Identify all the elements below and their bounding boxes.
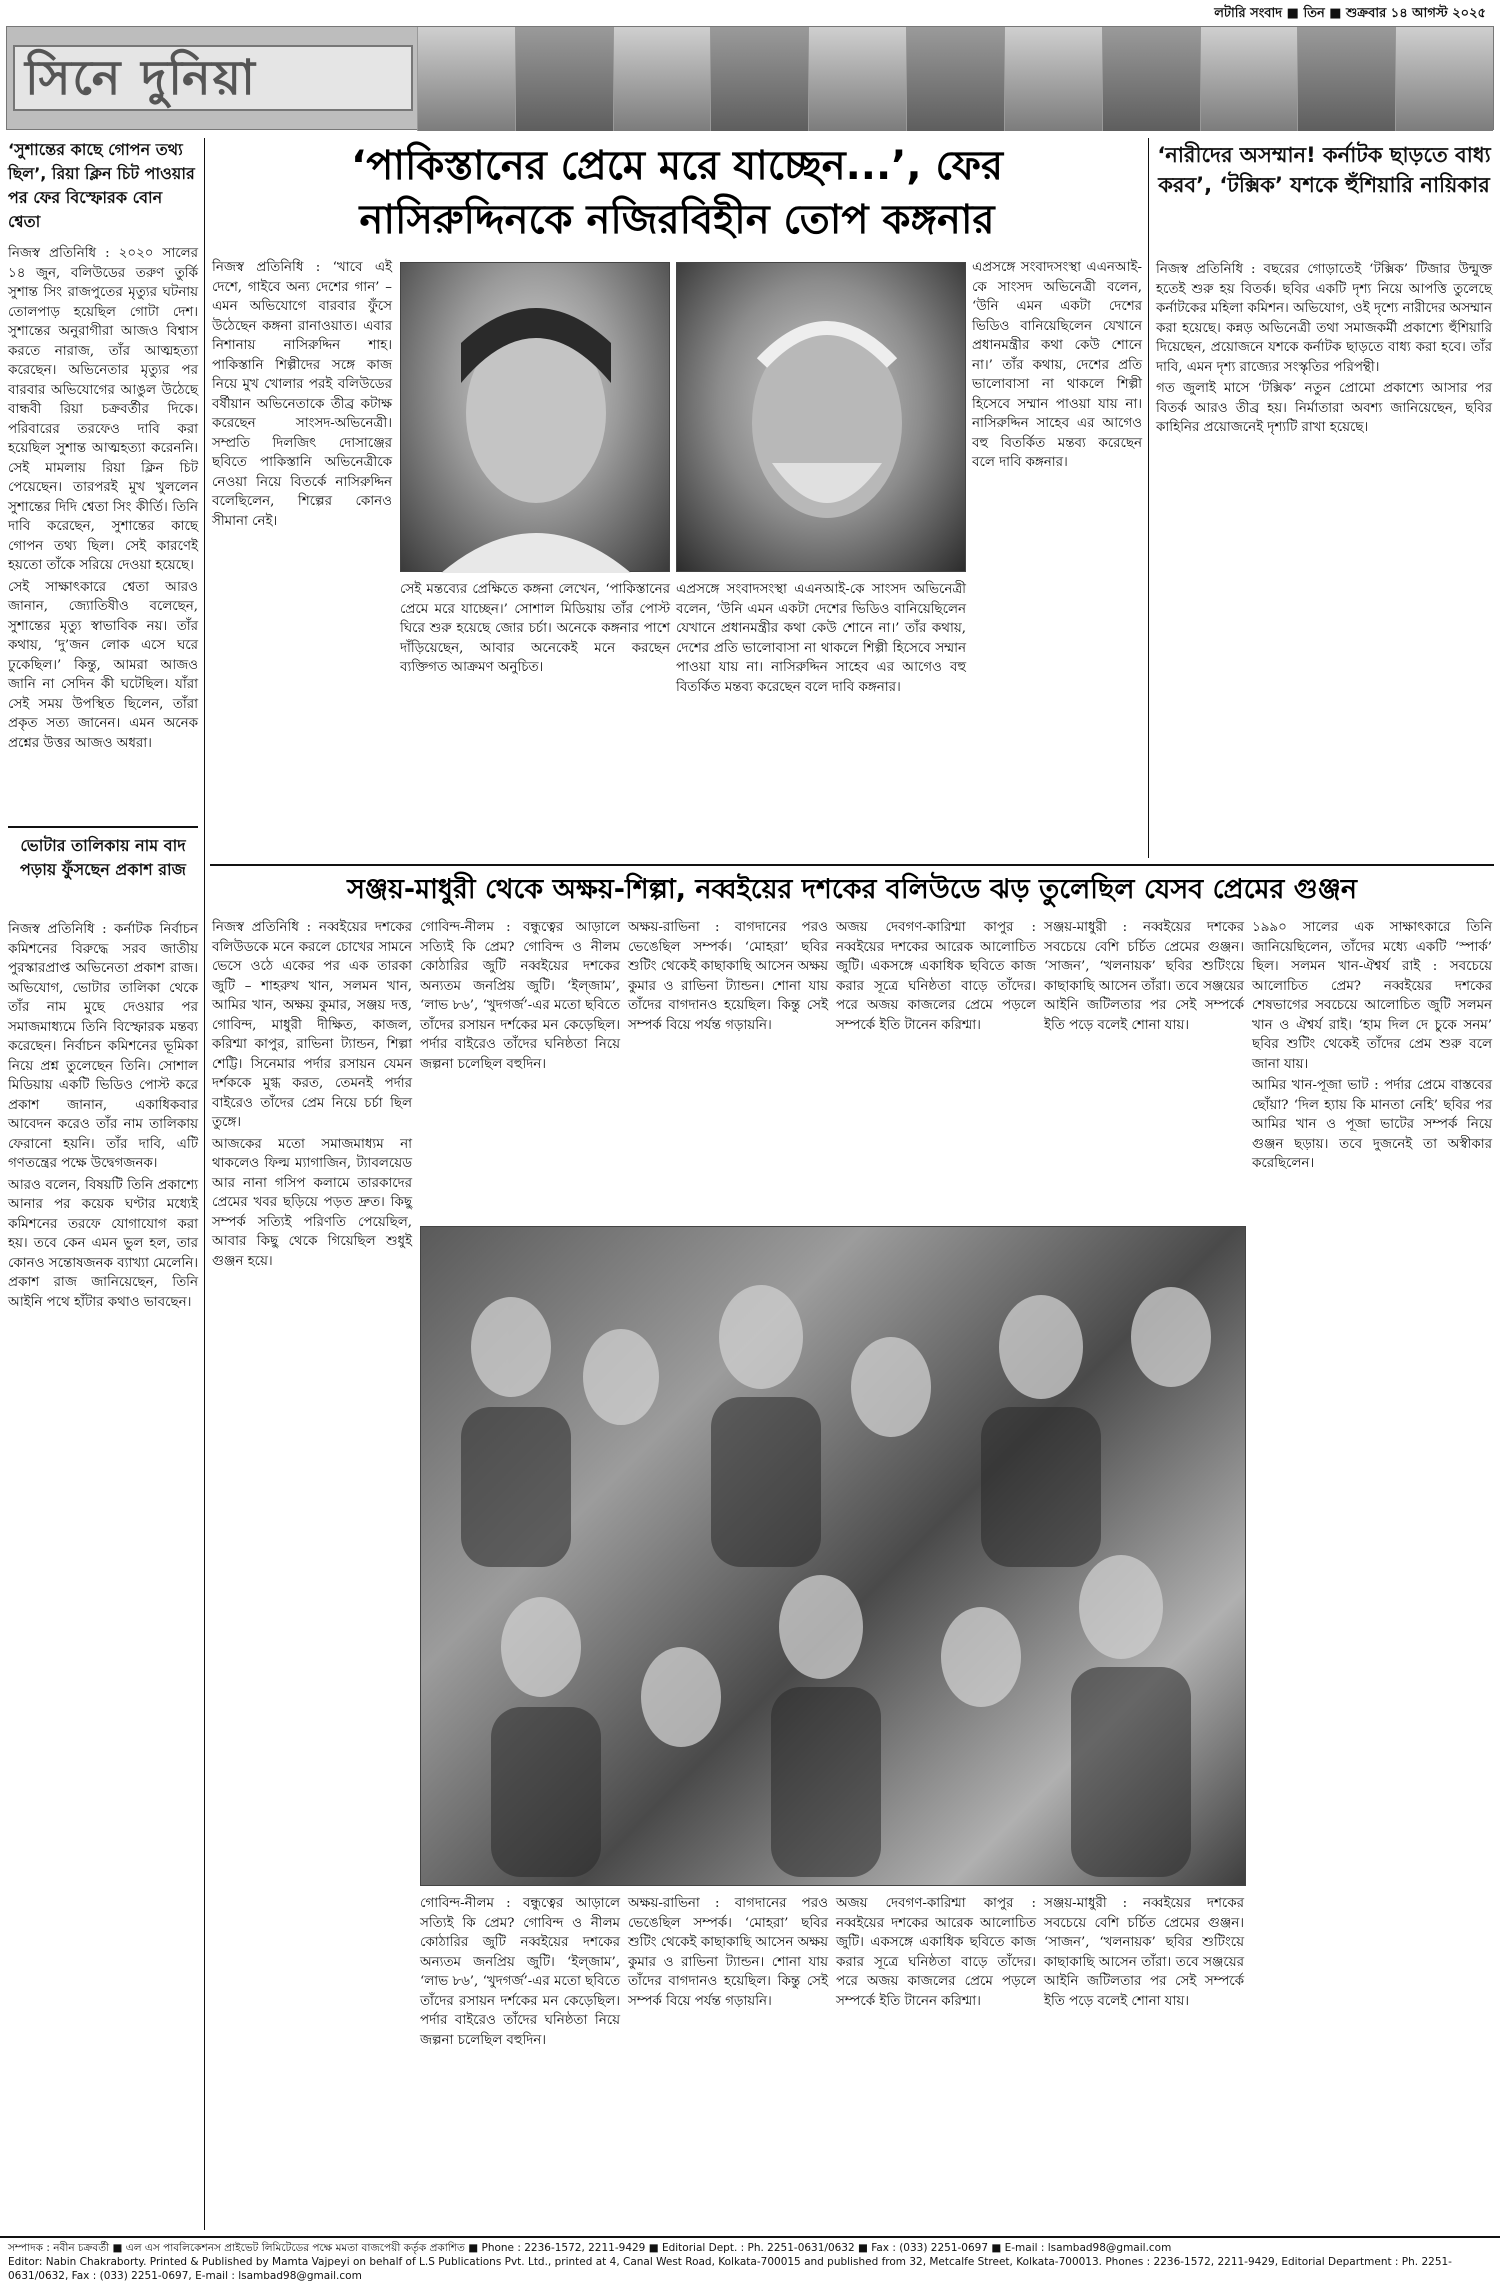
- banner-photo: [1004, 27, 1102, 131]
- banner-photo: [1200, 27, 1298, 131]
- second-article-para: আমির খান-পূজা ভাট : পর্দার প্রেমে বাস্তবের ছোঁয়া? ‘দিল হ্যায় কি মানতা নেহি’ ছবির পর আমির খান ও পূজা ভাটের সম্পর্ক নিয়ে গুঞ্জন ছড়ায়। তবে দুজনেই তা অস্বীকার করেছিলেন।: [1252, 1078, 1492, 1171]
- second-article-para: অজয় দেবগণ-কারিশ্মা কাপুর : নব্বইয়ের দশকের আরেক আলোচিত জুটি। একসঙ্গে একাধিক ছবিতে কাজ করার সূত্রে ঘনিষ্ঠতা বাড়ে তাঁদের। পরে অজয় কাজলের প্রেমে পড়লে সম্পর্কে ইতি টানেন করিশ্মা।: [836, 1896, 1036, 2009]
- main-article-col-3: [676, 580, 966, 856]
- second-article-col-6: [1252, 918, 1492, 2230]
- second-article-headline: সঞ্জয়-মাধুরী থেকে অক্ষয়-শিল্পা, নব্বইয়ের দশকের বলিউডে ঝড় তুলেছিল যেসব প্রেমের গুঞ্জন: [347, 874, 1357, 905]
- second-article-para: সঞ্জয়-মাধুরী : নব্বইয়ের দশকের সবচেয়ে বেশি চর্চিত প্রেমের গুঞ্জন। ‘সাজন’, ‘খলনায়ক’ ছবির শুটিংয়ে কাছাকাছি আসেন তাঁরা। তবে সঞ্জয়ের আইনি জটিলতার পর সেই সম্পর্কে ইতি পড়ে বলেই শোনা যায়।: [1044, 1896, 1244, 2009]
- left-article-2-body: [8, 920, 198, 2230]
- right-article-para: নিজস্ব প্রতিনিধি : বছরের গোড়াতেই ‘টক্সিক’ টিজার উন্মুক্ত হতেই শুরু হয় বিতর্ক। ছবির একটি দৃশ্য নিয়ে আপত্তি তুলেছে কর্নাটকের মহিলা কমিশন। অভিযোগ, ওই দৃশ্যে নারীদের অসম্মান করা হয়েছে। কন্নড় অভিনেত্রী তথা সমাজকর্মী প্রকাশ্যে হুঁশিয়ারি দিয়েছেন, প্রয়োজনে যশকে কর্নাটক ছাড়তে বাধ্য করা হবে। তাঁর দাবি, এমন দৃশ্য রাজ্যের সংস্কৃতির পরিপন্থী।: [1156, 262, 1492, 375]
- left-article-para: নিজস্ব প্রতিনিধি : ২০২০ সালের ১৪ জুন, বলিউডের তরুণ তুর্কি সুশান্ত সিং রাজপুতের মৃত্যুর ঘটনায় তোলপাড় হয়েছিল গোটা দেশ। সুশান্তের অনুরাগীরা আজও বিশ্বাস করতে নারাজ, তাঁর আত্মহত্যা করেছেন। অভিনেতার মৃত্যুর পর বারবার অভিযোগের আঙুল উঠেছে বান্ধবী রিয়া চক্রবর্তীর দিকে। পরিবারের তরফেও দাবি করা হয়েছিল সুশান্ত আত্মহত্যা করেননি। সেই মামলায় রিয়া ক্লিন চিট পেয়েছেন। তারপরই মুখ খুললেন সুশান্তের দিদি শ্বেতা সিং কীর্তি। তিনি দাবি করেছেন, সুশান্তের কাছে গোপন তথ্য ছিল। সেই কারণেই হয়তো তাঁকে সরিয়ে দেওয়া হয়েছে।: [8, 246, 198, 573]
- left-article-2-para: আরও বলেন, বিষয়টি তিনি প্রকাশ্যে আনার পর কয়েক ঘণ্টার মধ্যেই কমিশনের তরফে যোগাযোগ করা হয়। তবে কেন এমন ভুল হল, তার কোনও সন্তোষজনক ব্যাখ্যা মেলেনি। প্রকাশ রাজ জানিয়েছেন, তিনি আইনি পথে হাঁটার কথাও ভাবছেন।: [8, 1177, 198, 1310]
- left-article-body: [8, 244, 198, 814]
- main-headline-line-2: নাসিরুদ্দিনকে নজিরবিহীন তোপ কঙ্গনার: [359, 197, 995, 243]
- section-divider: [210, 864, 1494, 866]
- page-header-line: লটারি সংবাদ ■ তিন ■ শুক্রবার ১৪ আগস্ট ২০২৫: [1214, 6, 1486, 21]
- main-article-para: সেই মন্তব্যের প্রেক্ষিতে কঙ্গনা লেখেন, ‘পাকিস্তানের প্রেমে মরে যাচ্ছেন।’ সোশাল মিডিয়ায় তাঁর পোস্ট ঘিরে শুরু হয়েছে জোর চর্চা। অনেকে কঙ্গনার পাশে দাঁড়িয়েছেন, আবার অনেকেই মনে করছেন ব্যক্তিগত আক্রমণ অনুচিত।: [400, 582, 670, 675]
- banner-photo: [417, 27, 515, 131]
- main-article-para: এপ্রসঙ্গে সংবাদসংস্থা এএনআই-কে সাংসদ অভিনেত্রী বলেন, ‘উনি এমন একটা দেশের ভিডিও বানিয়েছিলেন যেখানে প্রধানমন্ত্রীর কথা কেউ শোনে না।’ তাঁর কথায়, দেশের প্রতি ভালোবাসা না থাকলে শিল্পী হিসেবে সম্মান পাওয়া যায় না। নাসিরুদ্দিন সাহেব এর আগেও বহু বিতর্কিত মন্তব্য করেছেন বলে দাবি কঙ্গনার।: [676, 582, 966, 695]
- column-divider: [204, 138, 205, 2230]
- banner-photo: [1297, 27, 1395, 131]
- left-article-2-headline: ভোটার তালিকায় নাম বাদ পড়ায় ফুঁসছেন প্রকাশ রাজ: [20, 836, 186, 879]
- second-article-col-5: [1044, 918, 1244, 1218]
- actress-photo: [400, 262, 670, 572]
- banner-photo: [613, 27, 711, 131]
- banner-photo: [1102, 27, 1200, 131]
- second-article-para: অক্ষয়-রাভিনা : বাগদানের পরও ভেঙেছিল সম্পর্ক। ‘মোহরা’ ছবির শুটিং থেকেই কাছাকাছি আসেন অক্ষয় কুমার ও রাভিনা ট্যান্ডন। শোনা যায় তাঁদের বাগদানও হয়েছিল। কিন্তু সেই সম্পর্ক বিয়ে পর্যন্ত গড়ায়নি।: [628, 1896, 828, 2009]
- actor-photo: [676, 262, 966, 572]
- portrait-silhouette: [677, 263, 967, 573]
- second-article-col-2b: [420, 1894, 620, 2230]
- banner-photo: [515, 27, 613, 131]
- second-article-para: গোবিন্দ-নীলম : বন্ধুত্বের আড়ালে সত্যিই কি প্রেম? গোবিন্দ ও নীলম কোঠারির জুটি নব্বইয়ের দশকের অন্যতম জনপ্রিয় জুটি। ‘ইল্‌জাম’, ‘লাভ ৮৬’, ‘খুদগর্জ’-এর মতো ছবিতে তাঁদের রসায়ন দর্শকের মন কেড়েছিল। পর্দার বাইরেও তাঁদের ঘনিষ্ঠতা নিয়ে জল্পনা চলেছিল বহুদিন।: [420, 920, 620, 1072]
- left-article-2-para: নিজস্ব প্রতিনিধি : কর্নাটক নির্বাচন কমিশনের বিরুদ্ধে সরব জাতীয় পুরস্কারপ্রাপ্ত অভিনেতা প্রকাশ রাজ। অভিযোগ, ভোটার তালিকা থেকে তাঁর নাম মুছে দেওয়ার পর সমাজমাধ্যমে তিনি বিস্ফোরক মন্তব্য করেছেন। নির্বাচন কমিশনের ভূমিকা নিয়ে প্রশ্ন তুলেছেন তিনি। সোশাল মিডিয়ায় একটি ভিডিও পোস্ট করে প্রকাশ জানান, একাধিকবার আবেদন করেও তাঁর নাম তালিকায় ফেরানো হয়নি। তাঁর দাবি, এটি গণতন্ত্রের পক্ষে উদ্বেগজনক।: [8, 922, 198, 1171]
- banner-photo: [808, 27, 906, 131]
- main-article-para: নিজস্ব প্রতিনিধি : ‘খাবে এই দেশে, গাইবে অন্য দেশের গান’ – এমন অভিযোগে বারবার ফুঁসে উঠেছেন কঙ্গনা রানাওয়াত। এবার নিশানায় নাসিরুদ্দিন শাহ। পাকিস্তানি শিল্পীদের সঙ্গে কাজ নিয়ে মুখ খোলার পরই বলিউডের বর্ষীয়ান অভিনেতাকে তীব্র কটাক্ষ করেছেন সাংসদ-অভিনেত্রী। সম্প্রতি দিলজিৎ দোসাঞ্জের ছবিতে পাকিস্তানি অভিনেত্রীকে নেওয়া নিয়ে বিতর্কে নাসিরুদ্দিন বলেছিলেন, শিল্পের কোনও সীমানা নেই।: [212, 260, 392, 529]
- second-article-para: গোবিন্দ-নীলম : বন্ধুত্বের আড়ালে সত্যিই কি প্রেম? গোবিন্দ ও নীলম কোঠারির জুটি নব্বইয়ের দশকের অন্যতম জনপ্রিয় জুটি। ‘ইল্‌জাম’, ‘লাভ ৮৬’, ‘খুদগর্জ’-এর মতো ছবিতে তাঁদের রসায়ন দর্শকের মন কেড়েছিল। পর্দার বাইরেও তাঁদের ঘনিষ্ঠতা নিয়ে জল্পনা চলেছিল বহুদিন।: [420, 1896, 620, 2048]
- right-article-headline: ‘নারীদের অসম্মান! কর্নাটক ছাড়তে বাধ্য করব’, ‘টক্সিক’ যশকে হুঁশিয়ারি নায়িকার: [1157, 143, 1491, 197]
- second-article-col-4: [836, 918, 1036, 1218]
- banner-photo-strip: [417, 27, 1493, 131]
- second-article-col-1: [212, 918, 412, 2230]
- second-article-col-3: [628, 918, 828, 1218]
- second-article-para: সঞ্জয়-মাধুরী : নব্বইয়ের দশকের সবচেয়ে বেশি চর্চিত প্রেমের গুঞ্জন। ‘সাজন’, ‘খলনায়ক’ ছবির শুটিংয়ে কাছাকাছি আসেন তাঁরা। তবে সঞ্জয়ের আইনি জটিলতার পর সেই সম্পর্কে ইতি পড়ে বলেই শোনা যায়।: [1044, 920, 1244, 1033]
- right-article-para: গত জুলাই মাসে ‘টক্সিক’ নতুন প্রোমো প্রকাশ্যে আসার পর বিতর্ক আরও তীব্র হয়। নির্মাতারা অবশ্য জানিয়েছেন, ছবির কাহিনির প্রয়োজনেই দৃশ্যটি রাখা হয়েছে।: [1156, 381, 1492, 435]
- collage-silhouettes: [421, 1227, 1247, 1887]
- main-headline-line-1: ‘পাকিস্তানের প্রেমে মরে যাচ্ছেন...’, ফের: [351, 143, 1003, 189]
- banner-photo: [710, 27, 808, 131]
- page-footer: [0, 2236, 1500, 2282]
- left-article-para: সেই সাক্ষাৎকারে শ্বেতা আরও জানান, জ্যোতিষীও বলেছেন, সুশান্তের মৃত্যু স্বাভাবিক নয়। তাঁর কথায়, ‘দু’জন লোক এসে ঘরে ঢুকেছিল।’ কিন্তু, আমরা আজও জানি না সেদিন কী ঘটেছিল। যাঁরা সেই সময় উপস্থিত ছিলেন, তাঁরা প্রকৃত সত্য জানেন। এমন অনেক প্রশ্নের উত্তর আজও অধরা।: [8, 579, 198, 751]
- second-article-col-5b: [1044, 1894, 1244, 2230]
- footer-line-english: Editor: Nabin Chakraborty. Printed & Published by Mamta Vajpeyi on behalf of L.S Publications Pvt. Ltd., printed at 4, Canal West Road, Kolkata-700015 and published from 32, Metcalfe Street, Kolkata-700013. Phones : 2236-1572, 2211-9429, Editorial Department : Ph. 2251-0631/0632, Fax : (033) 2251-0697, E-mail : lsambad98@gmail.com: [8, 2256, 1452, 2282]
- second-article-para: নিজস্ব প্রতিনিধি : নব্বইয়ের দশকের বলিউডকে মনে করলে চোখের সামনে ভেসে ওঠে একের পর এক তারকা জুটি – শাহরুখ খান, সলমন খান, আমির খান, অক্ষয় কুমার, সঞ্জয় দত্ত, গোবিন্দ, মাধুরী দীক্ষিত, কাজল, করিশ্মা কাপুর, রাভিনা ট্যান্ডন, শিল্পা শেট্টি। সিনেমার পর্দার রসায়ন যেমন দর্শককে মুগ্ধ করত, তেমনই পর্দার বাইরেও তাঁদের প্রেম নিয়ে চর্চা ছিল তুঙ্গে।: [212, 920, 412, 1130]
- left-article-headline: ‘সুশান্তের কাছে গোপন তথ্য ছিল’, রিয়া ক্লিন চিট পাওয়ার পর ফের বিস্ফোরক বোন শ্বেতা: [8, 140, 195, 231]
- section-banner: [6, 26, 1494, 130]
- right-article-body: [1156, 260, 1492, 856]
- second-article-para: ১৯৯০ সালের এক সাক্ষাৎকারে তিনি জানিয়েছিলেন, তাঁদের মধ্যে একটি ‘স্পার্ক’ ছিল। সলমন খান-ঐশ্বর্য রাই : সবচেয়ে আলোচিত প্রেম? নব্বইয়ের দশকের শেষভাগের সবচেয়ে আলোচিত জুটি সলমন খান ও ঐশ্বর্য রাই। ‘হাম দিল দে চুকে সনম’ ছবির শুটিং থেকেই তাঁদের প্রেম শুরু বলে জানা যায়।: [1252, 920, 1492, 1072]
- main-article-para: এপ্রসঙ্গে সংবাদসংস্থা এএনআই-কে সাংসদ অভিনেত্রী বলেন, ‘উনি এমন একটা দেশের ভিডিও বানিয়েছিলেন যেখানে প্রধানমন্ত্রীর কথা কেউ শোনে না।’ তাঁর কথায়, দেশের প্রতি ভালোবাসা না থাকলে শিল্পী হিসেবে সম্মান পাওয়া যায় না। নাসিরুদ্দিন সাহেব এর আগেও বহু বিতর্কিত মন্তব্য করেছেন বলে দাবি কঙ্গনার।: [972, 260, 1142, 470]
- second-article-para: অক্ষয়-রাভিনা : বাগদানের পরও ভেঙেছিল সম্পর্ক। ‘মোহরা’ ছবির শুটিং থেকেই কাছাকাছি আসেন অক্ষয় কুমার ও রাভিনা ট্যান্ডন। শোনা যায় তাঁদের বাগদানও হয়েছিল। কিন্তু সেই সম্পর্ক বিয়ে পর্যন্ত গড়ায়নি।: [628, 920, 828, 1033]
- portrait-silhouette: [401, 263, 671, 573]
- second-article-col-4b: [836, 1894, 1036, 2230]
- banner-photo: [906, 27, 1004, 131]
- main-article-col-4: [972, 258, 1142, 856]
- main-article-col-2: [400, 580, 670, 856]
- banner-title: সিনে দুনিয়া: [13, 45, 413, 111]
- left-divider: [8, 826, 198, 828]
- footer-line-bengali: সম্পাদক : নবীন চক্রবর্তী ■ এল এস পাবলিকেশনস প্রাইভেট লিমিটেডের পক্ষে মমতা বাজপেয়ী কর্তৃক প্রকাশিত ■ Phone : 2236-1572, 2211-9429 ■ Editorial Dept. : Ph. 2251-0631/0632 ■ Fax : (033) 2251-0697 ■ E-mail : lsambad98@gmail.com: [8, 2242, 1172, 2254]
- second-article-col-2: [420, 918, 620, 1218]
- banner-photo: [1395, 27, 1493, 131]
- second-article-para: আজকের মতো সমাজমাধ্যম না থাকলেও ফিল্ম ম্যাগাজিন, ট্যাবলয়েড আর নানা গসিপ কলামে তারকাদের প্রেমের খবর ছড়িয়ে পড়ত দ্রুত। কিছু সম্পর্ক সত্যিই পরিণতি পেয়েছিল, আবার কিছু থেকে গিয়েছিল শুধুই গুঞ্জন হয়ে।: [212, 1136, 412, 1269]
- couples-collage-photo: [420, 1226, 1246, 1886]
- main-article-col-1: [212, 258, 392, 856]
- column-divider: [1148, 138, 1149, 858]
- second-article-col-3b: [628, 1894, 828, 2230]
- second-article-para: অজয় দেবগণ-কারিশ্মা কাপুর : নব্বইয়ের দশকের আরেক আলোচিত জুটি। একসঙ্গে একাধিক ছবিতে কাজ করার সূত্রে ঘনিষ্ঠতা বাড়ে তাঁদের। পরে অজয় কাজলের প্রেমে পড়লে সম্পর্কে ইতি টানেন করিশ্মা।: [836, 920, 1036, 1033]
